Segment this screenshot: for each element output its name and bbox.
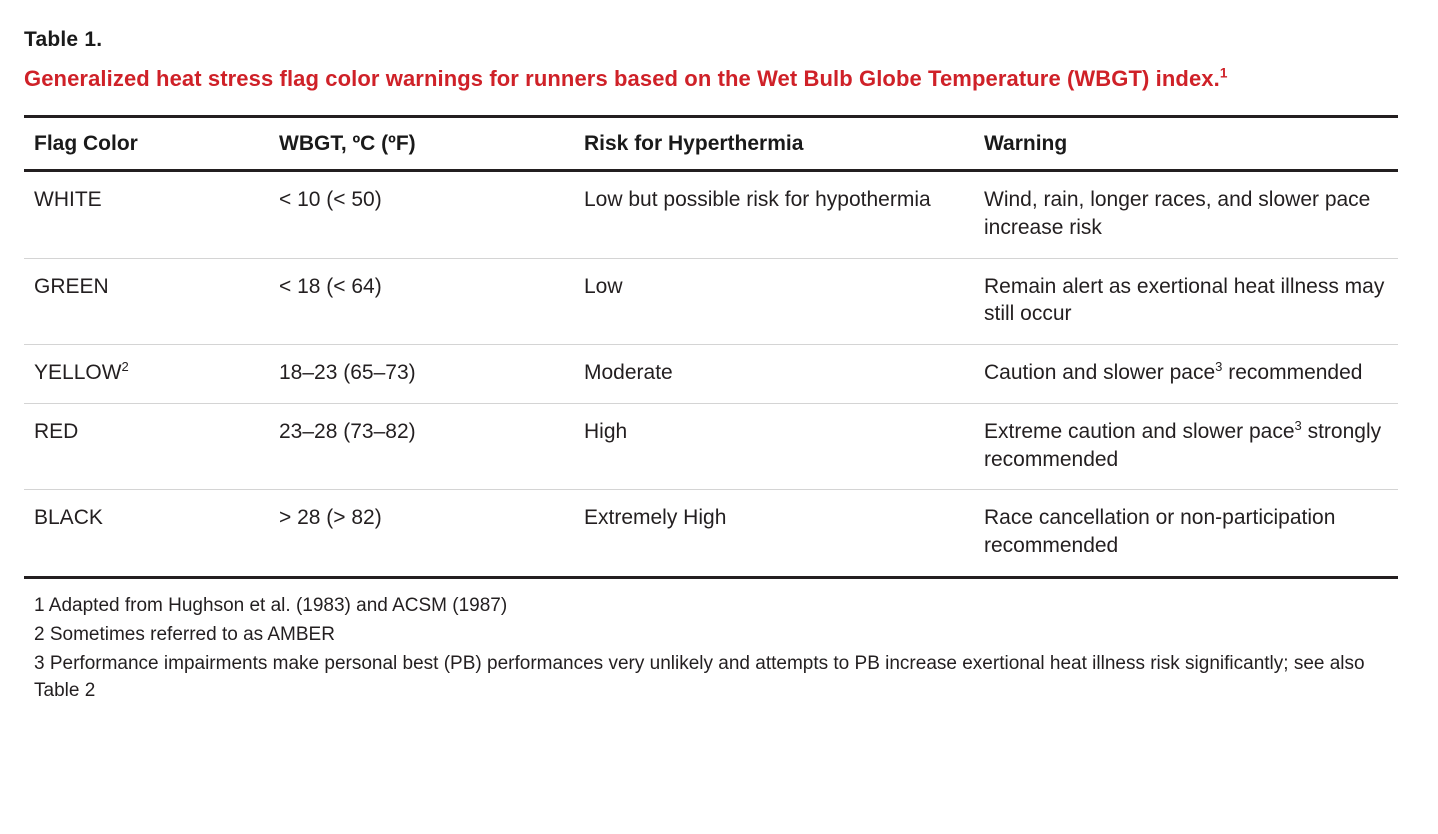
cell-warning xyxy=(974,345,1398,404)
cell-risk: Low but possible risk for hypothermia xyxy=(574,171,974,258)
cell-wbgt: > 28 (> 82) xyxy=(269,490,574,577)
cell-wbgt: 23–28 (73–82) xyxy=(269,403,574,489)
cell-warning xyxy=(974,403,1398,489)
cell-wbgt: < 10 (< 50) xyxy=(269,171,574,258)
warning-footnote-marker: 3 xyxy=(1215,359,1223,375)
table-body xyxy=(24,171,1398,577)
column-header-wbgt: WBGT, ºC (ºF) xyxy=(269,117,574,171)
cell-risk: High xyxy=(574,403,974,489)
cell-flag-color xyxy=(24,403,269,489)
cell-warning: Remain alert as exertional heat illness may still occur xyxy=(974,258,1398,344)
cell-flag-color xyxy=(24,490,269,577)
column-header-warning: Warning xyxy=(974,117,1398,171)
cell-flag-color xyxy=(24,171,269,258)
cell-flag-color xyxy=(24,345,269,404)
table-caption-title xyxy=(24,64,1334,93)
flag-color-value: BLACK xyxy=(34,506,103,530)
flag-color-value: YELLOW xyxy=(34,361,122,385)
warning-text-pre: Caution and slower pace xyxy=(984,361,1216,385)
table-row xyxy=(24,258,1398,344)
table-caption-text: Generalized heat stress flag color warnings for runners based on the Wet Bulb Globe Temperature (WBGT) index. xyxy=(24,66,1220,91)
column-header-flag-color: Flag Color xyxy=(24,117,269,171)
cell-risk: Moderate xyxy=(574,345,974,404)
table-row xyxy=(24,345,1398,404)
table-caption-footnote-marker: 1 xyxy=(1219,65,1228,81)
warning-text-post: recommended xyxy=(1222,361,1363,385)
table-number-label: Table 1. xyxy=(24,28,103,51)
flag-color-value: WHITE xyxy=(34,188,102,212)
table-header-row xyxy=(24,117,1398,171)
warning-text-pre: Extreme caution and slower pace xyxy=(984,419,1295,443)
cell-flag-color xyxy=(24,258,269,344)
cell-warning: Wind, rain, longer races, and slower pace increase risk xyxy=(974,171,1398,258)
table-row xyxy=(24,490,1398,577)
flag-color-footnote-marker: 2 xyxy=(121,359,129,375)
flag-color-value: GREEN xyxy=(34,274,109,298)
cell-risk: Low xyxy=(574,258,974,344)
footnote-3: 3 Performance impairments make personal best (PB) performances very unlikely and attempts to PB increase exertional heat illness risk significantly; see also Table 2 xyxy=(34,652,1365,701)
footnote-1: 1 Adapted from Hughson et al. (1983) and ACSM (1987) xyxy=(34,594,508,616)
cell-warning: Race cancellation or non-participation recommended xyxy=(974,490,1398,577)
table-header xyxy=(24,117,1398,171)
table-row xyxy=(24,171,1398,258)
warning-footnote-marker: 3 xyxy=(1294,417,1302,433)
table-footnotes xyxy=(24,593,1398,705)
column-header-risk: Risk for Hyperthermia xyxy=(574,117,974,171)
cell-risk: Extremely High xyxy=(574,490,974,577)
cell-wbgt: 18–23 (65–73) xyxy=(269,345,574,404)
footnote-2: 2 Sometimes referred to as AMBER xyxy=(34,623,335,645)
heat-stress-flag-table xyxy=(24,115,1398,578)
flag-color-value: RED xyxy=(34,419,79,443)
table-row xyxy=(24,403,1398,489)
cell-wbgt: < 18 (< 64) xyxy=(269,258,574,344)
warning-text-post: strongly recommended xyxy=(984,419,1382,471)
